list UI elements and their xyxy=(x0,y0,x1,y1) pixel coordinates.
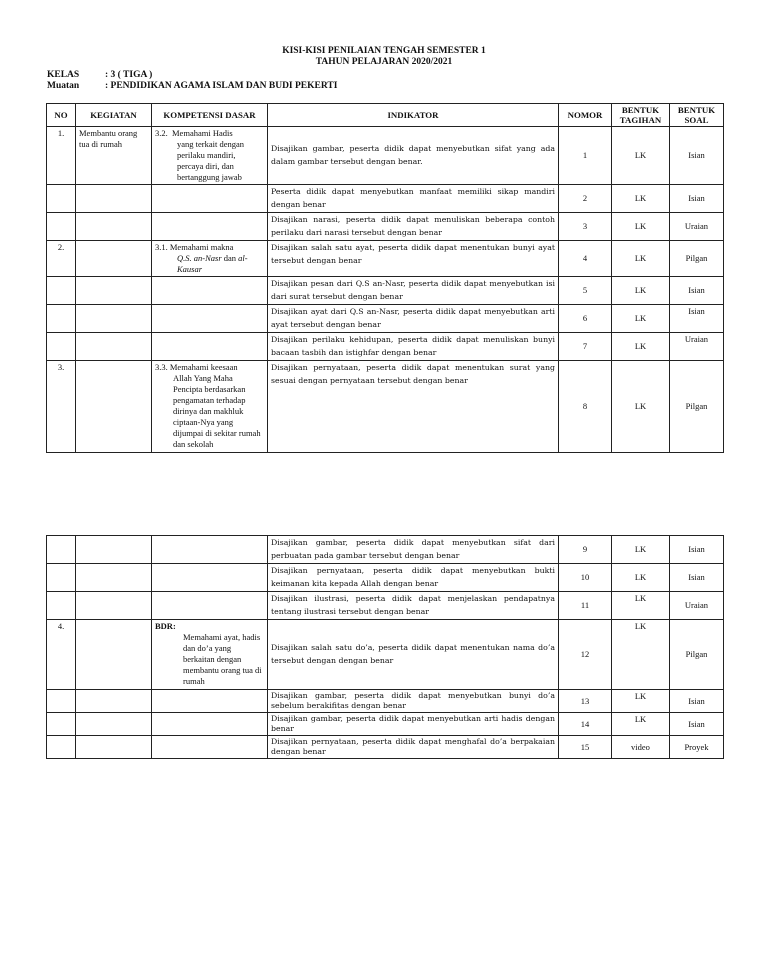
row-indikator: Disajikan pesan dari Q.S an-Nasr, peserta didik dapat menyebutkan isi dari surat tersebut dengan benar xyxy=(268,277,559,305)
row-nomor: 1 xyxy=(559,127,612,185)
table-row xyxy=(47,213,724,241)
kisi-kisi-table-page1 xyxy=(46,103,724,453)
row-soal: Uraian xyxy=(670,592,724,620)
row-tagihan: LK xyxy=(612,592,670,620)
row-soal: Isian xyxy=(670,185,724,213)
row-indikator: Disajikan narasi, peserta didik dapat menuliskan beberapa contoh perilaku dari narasi tersebut dengan benar xyxy=(268,213,559,241)
row-indikator: Disajikan gambar, peserta didik dapat menyebutkan arti hadis dengan benar xyxy=(268,713,559,736)
row-no: 2. xyxy=(47,241,76,277)
row-nomor: 7 xyxy=(559,333,612,361)
row-nomor: 10 xyxy=(559,564,612,592)
row-kompetensi-dasar xyxy=(152,127,268,185)
table-row xyxy=(47,592,724,620)
row-soal: Pilgan xyxy=(670,620,724,690)
row-indikator: Disajikan gambar, peserta didik dapat menyebutkan sifat yang ada dalam gambar tersebut dengan benar. xyxy=(268,127,559,185)
row-tagihan: LK xyxy=(612,277,670,305)
row-indikator: Peserta didik dapat menyebutkan manfaat memiliki sikap mandiri dengan benar xyxy=(268,185,559,213)
table-row xyxy=(47,277,724,305)
row-kompetensi-dasar xyxy=(152,620,268,690)
row-kompetensi-dasar xyxy=(152,241,268,277)
row-tagihan: video xyxy=(612,736,670,759)
row-indikator: Disajikan salah satu do’a, peserta didik dapat menentukan nama do’a tersebut dengan dengan benar xyxy=(268,620,559,690)
document-title: KISI-KISI PENILAIAN TENGAH SEMESTER 1 xyxy=(282,46,486,56)
row-soal: Isian xyxy=(670,713,724,736)
row-soal: Pilgan xyxy=(670,361,724,453)
row-tagihan: LK xyxy=(612,127,670,185)
row-nomor: 3 xyxy=(559,213,612,241)
row-nomor: 8 xyxy=(559,361,612,453)
kd-first-line: Memahami Hadis xyxy=(172,128,233,138)
row-indikator: Disajikan pernyataan, peserta didik dapat menyebutkan bukti keimanan kita kepada Allah dengan benar xyxy=(268,564,559,592)
table-header-row xyxy=(47,104,724,127)
kd-number: 3.2. xyxy=(155,128,168,138)
kelas-label: KELAS xyxy=(47,70,80,80)
kd-first-line: 3.3. Memahami keesaan xyxy=(155,362,238,372)
row-tagihan: LK xyxy=(612,185,670,213)
col-kegiatan: KEGIATAN xyxy=(76,104,152,127)
row-nomor: 6 xyxy=(559,305,612,333)
row-nomor: 2 xyxy=(559,185,612,213)
muatan-label: Muatan xyxy=(47,81,80,91)
table-row xyxy=(47,736,724,759)
row-indikator: Disajikan salah satu ayat, peserta didik dapat menentukan bunyi ayat tersebut dengan benar xyxy=(268,241,559,277)
col-bentuk-soal: BENTUK SOAL xyxy=(670,104,724,127)
row-nomor: 12 xyxy=(559,620,612,690)
row-nomor: 14 xyxy=(559,713,612,736)
kd-connector: dan xyxy=(221,253,239,263)
row-tagihan: LK xyxy=(612,620,670,690)
col-kompetensi-dasar: KOMPETENSI DASAR xyxy=(152,104,268,127)
row-soal: Isian xyxy=(670,127,724,185)
row-soal: Isian xyxy=(670,564,724,592)
row-tagihan: LK xyxy=(612,213,670,241)
muatan-value: : PENDIDIKAN AGAMA ISLAM DAN BUDI PEKERTI xyxy=(105,81,338,91)
table-row xyxy=(47,241,724,277)
row-indikator: Disajikan pernyataan, peserta didik dapat menghafal do’a berpakaian dengan benar xyxy=(268,736,559,759)
col-bentuk-tagihan: BENTUK TAGIHAN xyxy=(612,104,670,127)
row-soal: Pilgan xyxy=(670,241,724,277)
row-nomor: 4 xyxy=(559,241,612,277)
row-indikator: Disajikan gambar, peserta didik dapat menyebutkan bunyi do’a sebelum berakifitas dengan benar xyxy=(268,690,559,713)
table-row xyxy=(47,620,724,690)
table-row xyxy=(47,333,724,361)
row-tagihan: LK xyxy=(612,305,670,333)
table-row xyxy=(47,361,724,453)
col-indikator: INDIKATOR xyxy=(268,104,559,127)
col-no: NO xyxy=(47,104,76,127)
kelas-value: : 3 ( TIGA ) xyxy=(105,70,153,80)
kd-rest: Memahami ayat, hadis dan do’a yang berkaitan dengan membantu orang tua di rumah xyxy=(183,632,262,686)
row-nomor: 15 xyxy=(559,736,612,759)
row-soal: Uraian xyxy=(670,333,724,361)
row-soal: Isian xyxy=(670,277,724,305)
muatan-line xyxy=(47,81,337,92)
row-soal: Proyek xyxy=(670,736,724,759)
row-nomor: 5 xyxy=(559,277,612,305)
table-row xyxy=(47,713,724,736)
row-nomor: 9 xyxy=(559,536,612,564)
row-no: 4. xyxy=(47,620,76,690)
row-kegiatan: Membantu orang tua di rumah xyxy=(76,127,152,185)
row-tagihan: LK xyxy=(612,241,670,277)
row-indikator: Disajikan perilaku kehidupan, peserta didik dapat menuliskan bunyi bacaan tasbih dan istighfar dengan benar xyxy=(268,333,559,361)
col-nomor: NOMOR xyxy=(559,104,612,127)
row-tagihan: LK xyxy=(612,361,670,453)
row-nomor: 13 xyxy=(559,690,612,713)
row-kompetensi-dasar xyxy=(152,361,268,453)
kd-head: BDR: xyxy=(155,621,176,631)
table-row xyxy=(47,690,724,713)
row-indikator: Disajikan gambar, peserta didik dapat menyebutkan sifat dari perbuatan pada gambar tersebut dengan benar xyxy=(268,536,559,564)
row-tagihan: LK xyxy=(612,536,670,564)
table-row xyxy=(47,185,724,213)
row-indikator: Disajikan ayat dari Q.S an-Nasr, peserta didik dapat menyebutkan arti ayat tersebut dengan benar xyxy=(268,305,559,333)
row-tagihan: LK xyxy=(612,564,670,592)
kd-rest: yang terkait dengan perilaku mandiri, percaya diri, dan bertanggung jawab xyxy=(177,139,245,182)
row-indikator: Disajikan pernyataan, peserta didik dapat menentukan surat yang sesuai dengan pernyataan tersebut dengan benar xyxy=(268,361,559,453)
kd-rest: Allah Yang Maha Pencipta berdasarkan pengamatan terhadap dirinya dan makhluk ciptaan-Nya yang dijumpai di sekitar rumah dan sekolah xyxy=(173,373,261,449)
kelas-line xyxy=(47,70,152,81)
row-no: 3. xyxy=(47,361,76,453)
kd-first-line: 3.1. Memahami makna xyxy=(155,242,234,252)
table-row xyxy=(47,536,724,564)
row-soal: Isian xyxy=(670,690,724,713)
row-no: 1. xyxy=(47,127,76,185)
document-subtitle: TAHUN PELAJARAN 2020/2021 xyxy=(315,57,453,67)
row-soal: Uraian xyxy=(670,213,724,241)
row-nomor: 11 xyxy=(559,592,612,620)
kd-surah-2: al-Kausar xyxy=(177,253,248,274)
kd-surah-1: Q.S. an-Nasr xyxy=(177,253,222,263)
table-row xyxy=(47,305,724,333)
row-tagihan: LK xyxy=(612,690,670,713)
table-row xyxy=(47,564,724,592)
table-row xyxy=(47,127,724,185)
row-soal: Isian xyxy=(670,305,724,333)
row-tagihan: LK xyxy=(612,333,670,361)
kisi-kisi-table-page2 xyxy=(46,535,724,759)
row-soal: Isian xyxy=(670,536,724,564)
row-tagihan: LK xyxy=(612,713,670,736)
row-indikator: Disajikan ilustrasi, peserta didik dapat menjelaskan pendapatnya tentang ilustrasi tersebut dengan benar xyxy=(268,592,559,620)
